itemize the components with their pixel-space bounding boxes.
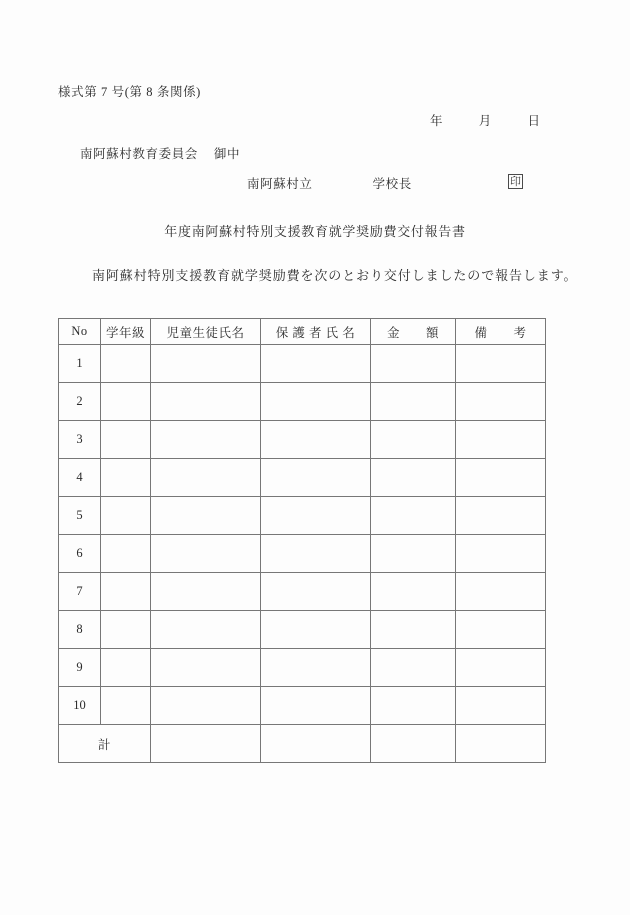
cell-amount[interactable] [371, 649, 456, 687]
cell-child[interactable] [151, 383, 261, 421]
column-header-child: 児童生徒氏名 [151, 319, 261, 345]
cell-amount[interactable] [371, 535, 456, 573]
cell-note[interactable] [456, 611, 546, 649]
cell-child[interactable] [151, 459, 261, 497]
cell-amount[interactable] [371, 573, 456, 611]
table-row [59, 345, 546, 383]
page-title: 年度南阿蘇村特別支援教育就学奨励費交付報告書 [164, 224, 466, 239]
column-header-guardian: 保 護 者 氏 名 [261, 319, 371, 345]
table-row [59, 421, 546, 459]
cell-child[interactable] [151, 687, 261, 725]
table-row [59, 649, 546, 687]
cell-no: 6 [59, 535, 101, 573]
cell-guardian[interactable] [261, 535, 371, 573]
cell-child[interactable] [151, 345, 261, 383]
cell-child[interactable] [151, 649, 261, 687]
total-label: 計 [59, 725, 151, 763]
cell-no: 3 [59, 421, 101, 459]
cell-no: 1 [59, 345, 101, 383]
cell-grade[interactable] [101, 345, 151, 383]
cell-grade[interactable] [101, 687, 151, 725]
table-row [59, 687, 546, 725]
addressee-line [80, 144, 240, 162]
cell-note[interactable] [456, 687, 546, 725]
cell-grade[interactable] [101, 421, 151, 459]
body-text: 南阿蘇村特別支援教育就学奨励費を次のとおり交付しましたので報告します。 [92, 268, 578, 283]
total-cell-guardian[interactable] [261, 725, 371, 763]
cell-no: 4 [59, 459, 101, 497]
cell-grade[interactable] [101, 649, 151, 687]
cell-guardian[interactable] [261, 573, 371, 611]
cell-amount[interactable] [371, 611, 456, 649]
table-row [59, 497, 546, 535]
total-cell-child[interactable] [151, 725, 261, 763]
cell-guardian[interactable] [261, 421, 371, 459]
table-row [59, 459, 546, 497]
cell-amount[interactable] [371, 421, 456, 459]
cell-guardian[interactable] [261, 345, 371, 383]
cell-amount[interactable] [371, 345, 456, 383]
cell-guardian[interactable] [261, 687, 371, 725]
cell-no: 10 [59, 687, 101, 725]
cell-note[interactable] [456, 535, 546, 573]
cell-amount[interactable] [371, 497, 456, 535]
cell-child[interactable] [151, 573, 261, 611]
cell-grade[interactable] [101, 459, 151, 497]
table-row [59, 383, 546, 421]
addressee-name: 南阿蘇村教育委員会 [80, 147, 198, 161]
signature-village: 南阿蘇村立 [247, 177, 313, 191]
signature-line [247, 174, 412, 192]
cell-note[interactable] [456, 345, 546, 383]
recipients-table [58, 318, 546, 763]
column-header-no: No [59, 319, 101, 345]
cell-no: 5 [59, 497, 101, 535]
addressee-honorific: 御中 [213, 147, 241, 161]
cell-guardian[interactable] [261, 459, 371, 497]
column-header-note: 備 考 [456, 319, 546, 345]
column-header-grade: 学年級 [101, 319, 151, 345]
cell-guardian[interactable] [261, 497, 371, 535]
table-header-row [59, 319, 546, 345]
form-number: 様式第 7 号(第 8 条関係) [58, 85, 201, 99]
seal-stamp-icon: 印 [510, 176, 521, 188]
table-row [59, 573, 546, 611]
cell-grade[interactable] [101, 383, 151, 421]
cell-note[interactable] [456, 459, 546, 497]
total-cell-note[interactable] [456, 725, 546, 763]
cell-child[interactable] [151, 611, 261, 649]
cell-note[interactable] [456, 497, 546, 535]
column-header-amount: 金 額 [371, 319, 456, 345]
date-month-label: 月 [478, 114, 492, 128]
total-cell-amount[interactable] [371, 725, 456, 763]
cell-grade[interactable] [101, 573, 151, 611]
cell-no: 2 [59, 383, 101, 421]
cell-no: 7 [59, 573, 101, 611]
table-row [59, 611, 546, 649]
cell-amount[interactable] [371, 383, 456, 421]
cell-grade[interactable] [101, 497, 151, 535]
cell-amount[interactable] [371, 459, 456, 497]
cell-amount[interactable] [371, 687, 456, 725]
cell-guardian[interactable] [261, 649, 371, 687]
cell-grade[interactable] [101, 611, 151, 649]
cell-guardian[interactable] [261, 383, 371, 421]
cell-guardian[interactable] [261, 611, 371, 649]
cell-child[interactable] [151, 421, 261, 459]
date-day-label: 日 [527, 114, 541, 128]
cell-child[interactable] [151, 497, 261, 535]
signature-title: 学校長 [372, 177, 412, 191]
cell-note[interactable] [456, 573, 546, 611]
cell-no: 8 [59, 611, 101, 649]
date-line [430, 111, 540, 129]
cell-no: 9 [59, 649, 101, 687]
cell-note[interactable] [456, 421, 546, 459]
cell-grade[interactable] [101, 535, 151, 573]
date-year-label: 年 [430, 114, 443, 128]
table-row [59, 535, 546, 573]
cell-child[interactable] [151, 535, 261, 573]
cell-note[interactable] [456, 383, 546, 421]
table-total-row [59, 725, 546, 763]
cell-note[interactable] [456, 649, 546, 687]
